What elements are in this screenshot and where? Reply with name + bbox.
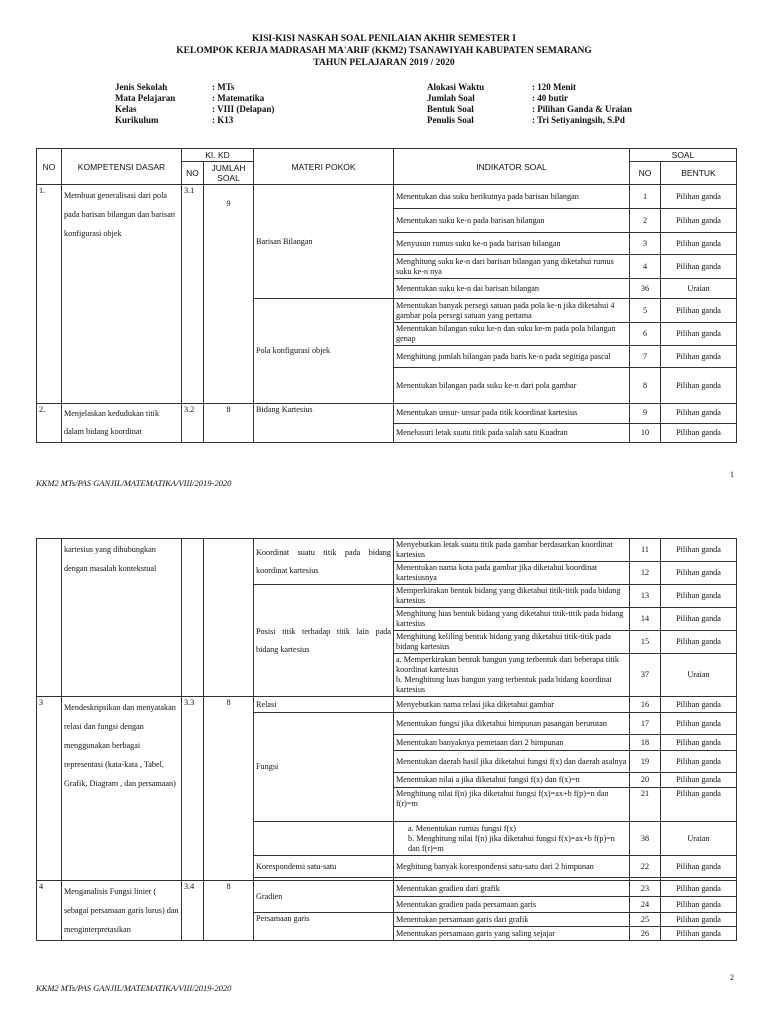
materi-pokok: Gradien [254,881,394,913]
soal-bentuk: Pilihan ganda [661,788,737,822]
header-indikator-soal: INDIKATOR SOAL [394,149,630,185]
indikator-soal: Menentukan nama kota pada gambar jika diketahui koordinat kartesiusnya [394,562,630,585]
soal-no: 17 [630,713,661,735]
materi-pokok: Relasi [254,697,394,713]
indikator-soal: Menentukan bilangan suku ke-n dan suku ke-m pada pola bilangan genap [394,323,630,346]
soal-no: 36 [630,279,661,299]
info-label: Bentuk Soal [427,104,474,114]
info-value: : Matematika [212,93,265,103]
soal-no: 7 [630,346,661,368]
kompetensi-dasar: Menjelaskan kedudukan titik dalam bidang koordinat [62,404,182,443]
info-label: Kurikulum [115,115,159,125]
soal-no: 25 [630,913,661,927]
jumlah-soal: 8 [204,881,254,941]
soal-no: 19 [630,751,661,773]
indikator-part-b: b. Menghitung luas bangun yang terbentuk pada bidang koordinat kartesius [396,675,612,694]
soal-no: 4 [630,255,661,279]
indikator-soal: Menghitung jumlah bilangan pada baris ke-n pada segitiga pascal [394,346,630,368]
indikator-soal: Menentukan dua suku berikutnya pada barisan bilangan [394,185,630,209]
header-soal: SOAL [630,149,737,162]
soal-bentuk: Pilihan ganda [661,608,737,631]
doc-title-line3: TAHUN PELAJARAN 2019 / 2020 [313,58,455,68]
materi-pokok: Persamaan garis [254,913,394,941]
header-soal-no: NO [630,162,661,185]
soal-no: 11 [630,539,661,562]
indikator-soal: Menghitung suku ke-n dari barisan bilangan yang diketahui rumus suku ke-n nya [394,255,630,279]
info-value: : K13 [212,115,234,125]
indikator-soal: Menentukan suku ke-n pada barisan bilangan [394,209,630,233]
header-no: NO [37,149,62,185]
soal-bentuk: Pilihan ganda [661,423,737,443]
kd-number: 2. [37,404,62,443]
soal-no: 16 [630,697,661,713]
materi-pokok: Posisi titik terhadap titik lain pada bidang kartesius [254,585,394,697]
kd-number-empty [37,539,62,697]
kisi-kisi-table-page2 [36,538,737,941]
soal-no: 18 [630,735,661,751]
soal-no: 23 [630,881,661,897]
soal-no: 22 [630,856,661,878]
soal-no: 15 [630,631,661,654]
soal-no: 20 [630,773,661,788]
indikator-soal: Menentukan gradien pada persamaan garis [394,897,630,913]
soal-bentuk: Pilihan ganda [661,713,737,735]
soal-no: 21 [630,788,661,822]
info-value: : Pilihan Ganda & Uraian [532,104,633,114]
soal-bentuk: Pilihan ganda [661,856,737,878]
kd-number: 3 [37,697,62,881]
kompetensi-dasar: Menganalisis Fungsi linier ( sebagai persamaan garis lurus) dan menginterpretasikan [62,881,182,941]
soal-bentuk: Pilihan ganda [661,562,737,585]
indikator-soal: Menyusun rumus suku ke-n pada barisan bilangan [394,233,630,255]
indikator-soal [394,822,630,856]
soal-no: 5 [630,299,661,323]
page-number: 2 [730,973,734,982]
soal-bentuk: Pilihan ganda [661,346,737,368]
indikator-soal: Menghitung nilai f(n) jika diketahui fungsi f(x)=ax+b f(p)=n dan f(r)=m [394,788,630,822]
page-footer: KKM2 MTs/PAS GANJIL/MATEMATIKA/VIII/2019-2020 [36,478,232,488]
soal-bentuk: Pilihan ganda [661,697,737,713]
indikator-soal: Menyebutkan letak suatu titik pada gambar berdasarkan koordinat kartesius [394,539,630,562]
indikator-soal: Menentukan fungsi jika diketahui himpunan pasangan berurutan [394,713,630,735]
materi-pokok-empty [254,822,394,856]
jumlah-soal: 8 [204,697,254,881]
soal-bentuk: Pilihan ganda [661,631,737,654]
soal-no: 3 [630,233,661,255]
kd-code-empty [182,539,204,697]
indikator-soal: Menentukan unsur- unsur pada titik koordinat kartesius [394,404,630,424]
soal-bentuk: Pilihan ganda [661,927,737,941]
materi-pokok: Fungsi [254,713,394,822]
soal-bentuk: Pilihan ganda [661,539,737,562]
header-ki-kd: KI. KD [182,149,254,162]
soal-bentuk: Pilihan ganda [661,913,737,927]
info-label: Mata Pelajaran [115,93,176,103]
indikator-soal: Menghitung luas bentuk bidang yang diketahui titik-titik pada bidang kartesius [394,608,630,631]
jumlah-soal: 8 [204,404,254,443]
materi-pokok: Korespondensi satu-satu [254,856,394,878]
materi-pokok: Bidang Kartesius [254,404,394,443]
info-value: : 120 Menit [532,82,576,92]
soal-bentuk: Pilihan ganda [661,881,737,897]
soal-bentuk: Pilihan ganda [661,751,737,773]
soal-no: 26 [630,927,661,941]
indikator-soal: Menelusuri letak suatu titik pada salah satu Kuadran [394,423,630,443]
soal-no: 14 [630,608,661,631]
indikator-part-a: a. Menentukan rumus fungsi f(x) [408,823,517,833]
indikator-soal: Memperkirakan bentuk bidang yang diketahui titik-titik pada bidang kartesius [394,585,630,608]
materi-pokok: Pola konfigurasi objek [254,299,394,404]
kd-code: 3.4 [182,881,204,941]
page-footer: KKM2 MTs/PAS GANJIL/MATEMATIKA/VIII/2019-2020 [36,983,232,993]
kompetensi-dasar: Mendeskripsikan dan menyatakan relasi dan fungsi dengan menggunakan berbagai representasi (kata-kata , Tabel, Grafik, Diagram , dan persamaan) [62,697,182,881]
info-value: : MTs [212,82,235,92]
soal-no: 13 [630,585,661,608]
info-value: : VIII (Delapan) [212,104,275,114]
soal-bentuk: Pilihan ganda [661,735,737,751]
indikator-soal: Menentukan persamaan garis yang saling sejajar [394,927,630,941]
soal-no: 8 [630,368,661,404]
jumlah-soal-empty [204,539,254,697]
indikator-soal: Menentukan banyaknya pemetaan dari 2 himpunan [394,735,630,751]
indikator-soal [394,654,630,697]
kd-code: 3.1 [182,185,204,404]
soal-bentuk: Pilihan ganda [661,368,737,404]
soal-bentuk: Pilihan ganda [661,255,737,279]
kd-number: 4 [37,881,62,941]
materi-pokok: Koordinat suatu titik pada bidang koordinat kartesius [254,539,394,585]
page-number: 1 [730,470,734,479]
header-jumlah-soal: JUMLAH SOAL [204,162,254,185]
info-value: : Tri Setiyaningsih, S.Pd [532,115,625,125]
materi-pokok: Barisan Bilangan [254,185,394,299]
soal-bentuk: Pilihan ganda [661,209,737,233]
kd-code: 3.3 [182,697,204,881]
soal-bentuk: Pilihan ganda [661,185,737,209]
soal-no: 24 [630,897,661,913]
info-label: Jumlah Soal [427,93,475,103]
indikator-soal: Menentukan nilai a jika diketahui fungsi f(x) dan f(x)=n [394,773,630,788]
soal-no: 2 [630,209,661,233]
doc-title-line2: KELOMPOK KERJA MADRASAH MA'ARIF (KKM2) TSANAWIYAH KABUPATEN SEMARANG [176,46,592,56]
info-label: Alokasi Waktu [427,82,485,92]
indikator-soal: Menyebutkan nama relasi jika diketahui gambar [394,697,630,713]
soal-bentuk: Pilihan ganda [661,404,737,424]
indikator-soal: Menentukan suku ke-n dai barisan bilangan [394,279,630,299]
header-kompetensi-dasar: KOMPETENSI DASAR [62,149,182,185]
soal-bentuk: Pilihan ganda [661,773,737,788]
info-label: Penulis Soal [427,115,474,125]
info-label: Jenis Sekolah [115,82,168,92]
header-materi-pokok: MATERI POKOK [254,149,394,185]
jumlah-soal: 9 [204,185,254,404]
indikator-soal: Menentukan daerah hasil jika diketahui fungsi f(x) dan daerah asalnya [394,751,630,773]
soal-no: 12 [630,562,661,585]
kisi-kisi-table-page1 [36,148,737,443]
soal-bentuk: Pilihan ganda [661,585,737,608]
soal-no: 1 [630,185,661,209]
soal-bentuk: Uraian [661,822,737,856]
indikator-part-b: b. Menghitung nilai f(n) jika diketahui fungsi f(x)=ax+b f(p)=n dan f(r)=m [408,833,615,853]
soal-no: 38 [630,822,661,856]
soal-bentuk: Pilihan ganda [661,299,737,323]
soal-no: 37 [630,654,661,697]
soal-no: 6 [630,323,661,346]
soal-bentuk: Pilihan ganda [661,897,737,913]
info-value: : 40 butir [532,93,568,103]
indikator-soal: Menentukan persamaan garis dari grafik [394,913,630,927]
header-bentuk: BENTUK [661,162,737,185]
header-kd-no: NO [182,162,204,185]
indikator-soal: Menghitung keliling bentuk bidang yang diketahui titik-titik pada bidang kartesius [394,631,630,654]
soal-bentuk: Uraian [661,279,737,299]
kompetensi-dasar: Membuat generalisasi dari pola pada barisan bilangan dan barisan konfigurasi objek [62,185,182,404]
indikator-soal: Meghitung banyak korespondensi satu-satu dari 2 himpunan [394,856,630,878]
kd-code: 3.2 [182,404,204,443]
soal-bentuk: Uraian [661,654,737,697]
info-label: Kelas [115,104,137,114]
indikator-part-a: a. Memperkirakan bentuk bangun yang terbentuk dari beberapa titik koordinat kartesius [396,655,620,674]
soal-no: 9 [630,404,661,424]
soal-no: 10 [630,423,661,443]
indikator-soal: Menentukan bilangan pada suku ke-n dari pola gambar [394,368,630,404]
indikator-soal: Menentukan banyak persegi satuan pada pola ke-n jika diketahui 4 gambar pola persegi satuan yang pertama [394,299,630,323]
doc-title-line1: KISI-KISI NASKAH SOAL PENILAIAN AKHIR SEMESTER I [252,34,516,44]
kompetensi-dasar: kartesius yang dihubungkan dengan masalah kontekstual [62,539,182,697]
kd-number: 1. [37,185,62,404]
soal-bentuk: Pilihan ganda [661,323,737,346]
info-block [0,82,768,130]
indikator-soal: Menentukan gradien dari grafik [394,881,630,897]
soal-bentuk: Pilihan ganda [661,233,737,255]
